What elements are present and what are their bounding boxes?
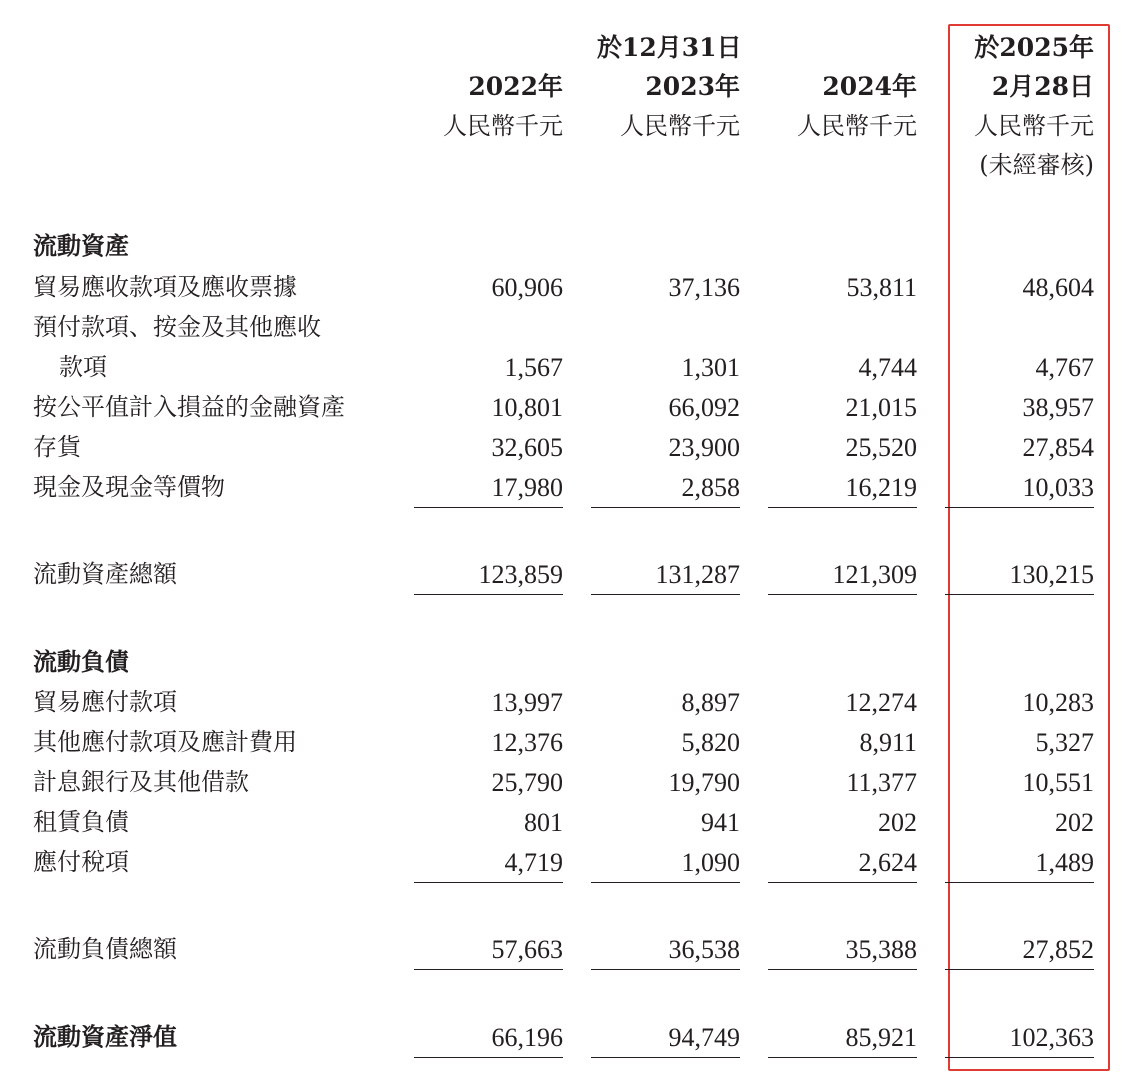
total-rule	[768, 969, 917, 970]
total-rule	[945, 594, 1094, 595]
header-year-2024: 2024年	[822, 72, 917, 101]
subtotal-rule	[414, 882, 563, 883]
cell-value: 25,790	[491, 768, 563, 797]
cell-value: 10,551	[1022, 768, 1094, 797]
cell-value: 66,092	[668, 393, 740, 422]
cell-value: 12,376	[491, 728, 563, 757]
total-value: 57,663	[491, 935, 563, 964]
row-label: 現金及現金等價物	[33, 473, 225, 501]
subtotal-rule	[414, 507, 563, 508]
net-rule	[945, 1057, 1094, 1058]
row-label-line1: 預付款項、按金及其他應收	[33, 313, 321, 341]
row-label: 存貨	[33, 433, 81, 461]
cell-value: 4,744	[858, 353, 917, 382]
cell-value: 1,567	[504, 353, 563, 382]
net-value: 85,921	[845, 1023, 917, 1052]
header-last-period-line1: 於2025年	[974, 33, 1094, 62]
cell-value: 19,790	[668, 768, 740, 797]
row-label-line2: 款項	[59, 353, 107, 381]
cell-value: 23,900	[668, 433, 740, 462]
total-value: 131,287	[655, 560, 740, 589]
cell-value: 32,605	[491, 433, 563, 462]
subtotal-rule	[591, 507, 740, 508]
cell-value: 60,906	[491, 273, 563, 302]
header-currency-4: 人民幣千元	[974, 112, 1094, 140]
cell-value: 5,327	[1035, 728, 1094, 757]
cell-value: 10,801	[491, 393, 563, 422]
total-rule	[591, 594, 740, 595]
net-rule	[414, 1057, 563, 1058]
net-rule	[768, 1057, 917, 1058]
header-last-period-line2: 2月28日	[991, 72, 1094, 101]
subtotal-rule	[945, 882, 1094, 883]
total-value: 121,309	[832, 560, 917, 589]
header-currency-1: 人民幣千元	[443, 112, 563, 140]
subtotal-rule	[768, 882, 917, 883]
cell-value: 16,219	[845, 473, 917, 502]
cell-value: 202	[1055, 808, 1094, 837]
cell-value: 17,980	[491, 473, 563, 502]
header-year-2023: 2023年	[645, 72, 740, 101]
total-value: 36,538	[668, 935, 740, 964]
header-unaudited: (未經審核)	[979, 151, 1094, 179]
section-title-current-assets: 流動資產	[33, 231, 129, 260]
cell-value: 5,820	[681, 728, 740, 757]
cell-value: 25,520	[845, 433, 917, 462]
cell-value: 1,090	[681, 848, 740, 877]
total-label: 流動負債總額	[33, 935, 177, 963]
cell-value: 8,897	[681, 688, 740, 717]
cell-value: 38,957	[1022, 393, 1094, 422]
cell-value: 37,136	[668, 273, 740, 302]
header-currency-2: 人民幣千元	[620, 112, 740, 140]
row-label: 租賃負債	[33, 808, 129, 836]
cell-value: 8,911	[859, 728, 917, 757]
row-label: 計息銀行及其他借款	[33, 768, 249, 796]
cell-value: 2,858	[681, 473, 740, 502]
cell-value: 13,997	[491, 688, 563, 717]
header-group-label: 於12月31日	[597, 33, 742, 62]
row-label: 應付稅項	[33, 848, 129, 876]
cell-value: 2,624	[858, 848, 917, 877]
cell-value: 4,719	[504, 848, 563, 877]
subtotal-rule	[768, 507, 917, 508]
cell-value: 1,489	[1035, 848, 1094, 877]
total-rule	[414, 594, 563, 595]
cell-value: 48,604	[1022, 273, 1094, 302]
total-value: 27,852	[1022, 935, 1094, 964]
header-year-2022: 2022年	[468, 72, 563, 101]
cell-value: 10,283	[1022, 688, 1094, 717]
cell-value: 1,301	[681, 353, 740, 382]
highlight-box	[948, 24, 1110, 1071]
row-label: 按公平值計入損益的金融資產	[33, 393, 345, 421]
header-currency-3: 人民幣千元	[797, 112, 917, 140]
cell-value: 801	[524, 808, 563, 837]
net-current-assets-label: 流動資產淨值	[33, 1022, 177, 1051]
cell-value: 21,015	[845, 393, 917, 422]
total-value: 123,859	[478, 560, 563, 589]
cell-value: 4,767	[1035, 353, 1094, 382]
net-rule	[591, 1057, 740, 1058]
cell-value: 12,274	[845, 688, 917, 717]
total-value: 130,215	[1009, 560, 1094, 589]
net-value: 102,363	[1009, 1023, 1094, 1052]
total-rule	[768, 594, 917, 595]
net-value: 66,196	[491, 1023, 563, 1052]
section-title-current-liabilities: 流動負債	[33, 647, 129, 676]
subtotal-rule	[945, 507, 1094, 508]
cell-value: 10,033	[1022, 473, 1094, 502]
cell-value: 941	[701, 808, 740, 837]
cell-value: 202	[878, 808, 917, 837]
row-label: 其他應付款項及應計費用	[33, 728, 297, 756]
subtotal-rule	[591, 882, 740, 883]
total-value: 35,388	[845, 935, 917, 964]
row-label: 貿易應收款項及應收票據	[33, 273, 297, 301]
row-label: 貿易應付款項	[33, 688, 177, 716]
net-value: 94,749	[668, 1023, 740, 1052]
total-rule	[945, 969, 1094, 970]
total-rule	[414, 969, 563, 970]
cell-value: 11,377	[846, 768, 917, 797]
cell-value: 53,811	[846, 273, 917, 302]
cell-value: 27,854	[1022, 433, 1094, 462]
total-rule	[591, 969, 740, 970]
total-label: 流動資產總額	[33, 560, 177, 588]
